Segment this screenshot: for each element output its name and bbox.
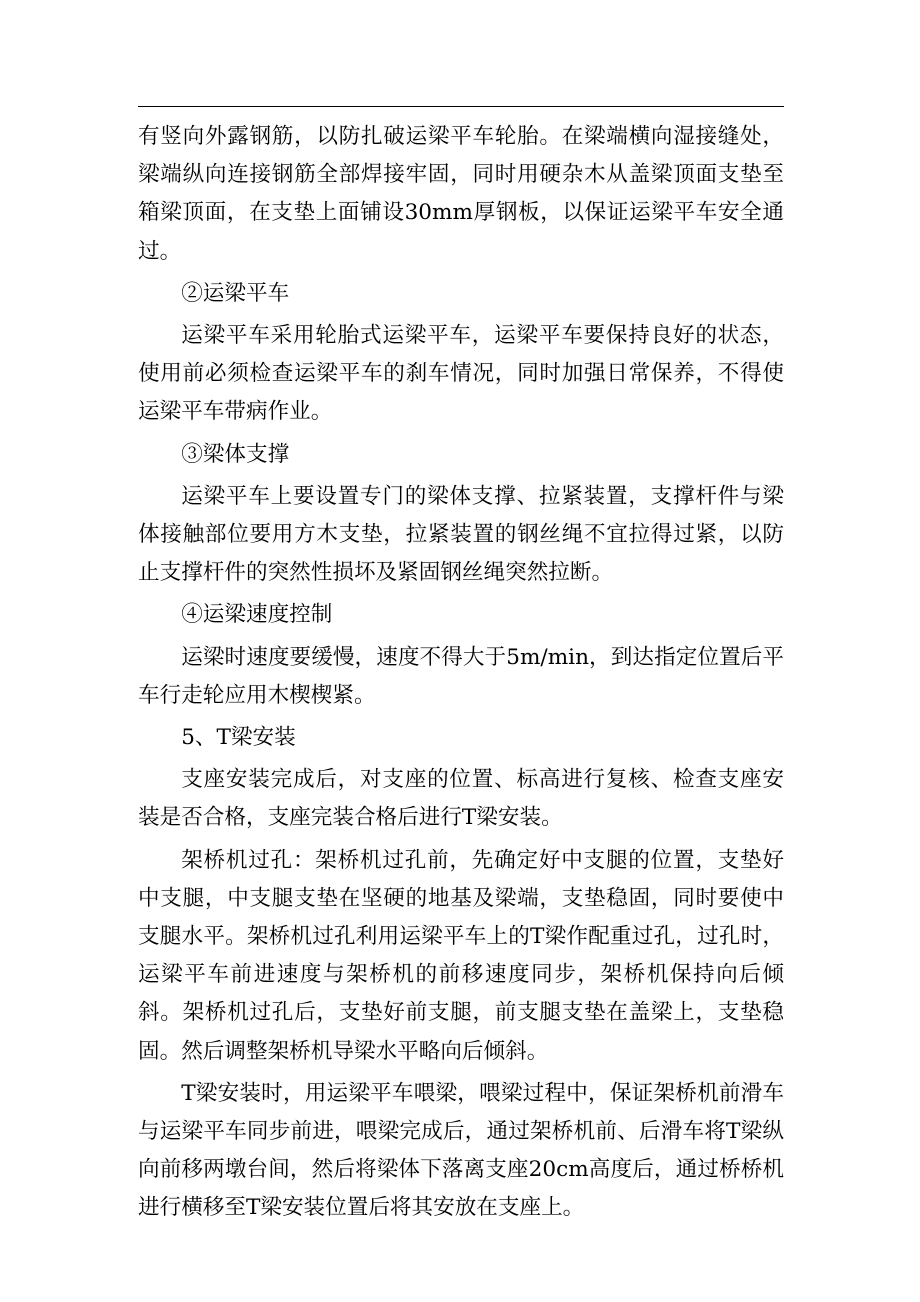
paragraph-continuation: 有竖向外露钢筋，以防扎破运梁平车轮胎。在梁端横向湿接缝处，梁端纵向连接钢筋全部焊接牢固，同时用硬杂木从盖梁顶面支垫至箱梁顶面，在支垫上面铺设30mm厚钢板，以保证运梁平车安全通过。	[138, 124, 784, 264]
paragraph-transport-cart: 运梁平车采用轮胎式运梁平车，运梁平车要保持良好的状态，使用前必须检查运梁平车的刹车情况，同时加强日常保养，不得使运梁平车带病作业。	[138, 323, 784, 425]
document-body	[138, 118, 784, 1228]
paragraph-t-beam-install: T梁安装时，用运梁平车喂梁，喂梁过程中，保证架桥机前滑车与运梁平车同步前进，喂梁完成后，通过架桥机前、后滑车将T梁纵向前移两墩台间，然后将梁体下落离支座20cm高度后，通过桥桥机进行横移至T梁安装位置后将其安放在支座上。	[138, 1080, 784, 1221]
subheading-transport-cart: ②运梁平车	[181, 280, 290, 306]
paragraph-bearing-check: 支座安装完成后，对支座的位置、标高进行复核、检查支座安装是否合格，支座完装合格后进行T梁安装。	[138, 767, 784, 831]
section-heading-t-beam-install: 5、T梁安装	[181, 725, 296, 751]
subheading-beam-support: ③梁体支撑	[181, 441, 290, 467]
paragraph-launcher-span: 架桥机过孔：架桥机过孔前，先确定好中支腿的位置，支垫好中支腿，中支腿支垫在坚硬的地基及梁端，支垫稳固，同时要使中支腿水平。架桥机过孔利用运梁平车上的T梁作配重过孔，过孔时，运梁平车前进速度与架桥机的前移速度同步，架桥机保持向后倾斜。架桥机过孔后，支垫好前支腿，前支腿支垫在盖梁上，支垫稳固。然后调整架桥机导梁水平略向后倾斜。	[138, 847, 784, 1064]
paragraph-beam-support: 运梁平车上要设置专门的梁体支撑、拉紧装置，支撑杆件与梁体接触部位要用方木支垫，拉紧装置的钢丝绳不宜拉得过紧，以防止支撑杆件的突然性损坏及紧固钢丝绳突然拉断。	[138, 483, 784, 586]
header-rule	[138, 106, 784, 107]
subheading-speed-control: ④运梁速度控制	[181, 602, 333, 628]
paragraph-speed-control: 运梁时速度要缓慢，速度不得大于5m/min，到达指定位置后平车行走轮应用木楔楔紧。	[138, 644, 784, 708]
